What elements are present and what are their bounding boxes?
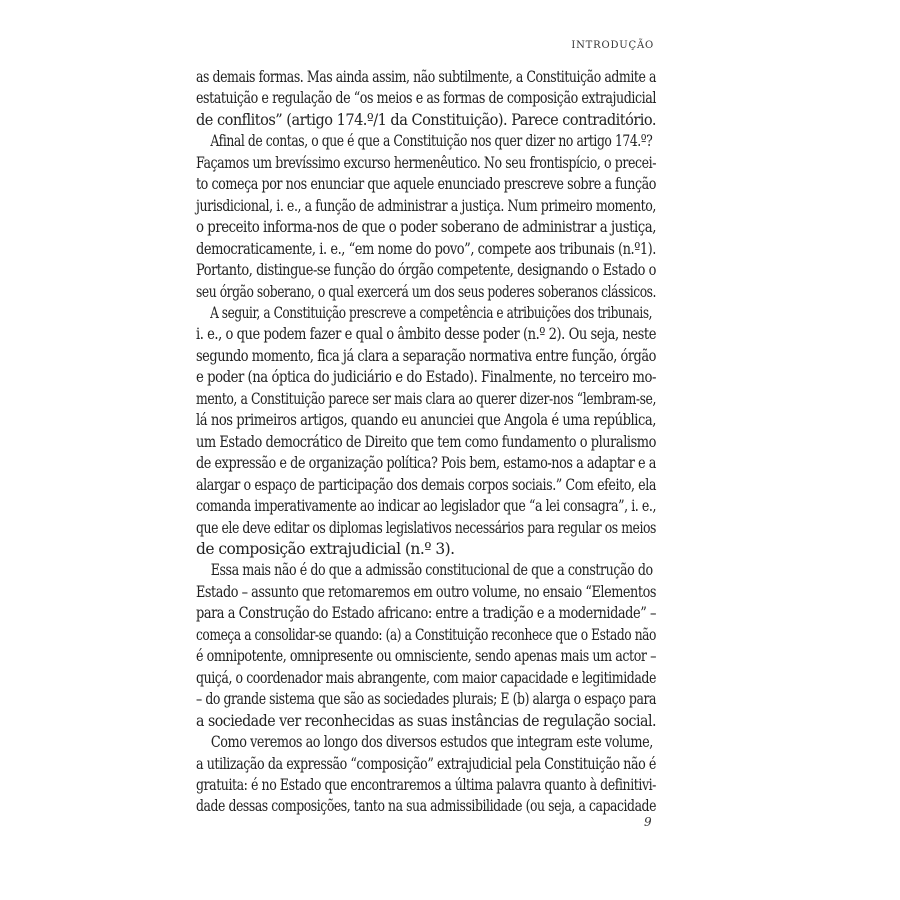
page-number: 9: [644, 815, 652, 829]
text-line: é omnipotente, omnipresente ou omnisciente, sendo apenas mais um actor –: [196, 647, 656, 666]
running-header: INTRODUÇÃO: [571, 40, 654, 51]
text-line: a sociedade ver reconhecidas as suas instâncias de regulação social.: [196, 711, 657, 730]
text-line: mento, a Constituição parece ser mais clara ao querer dizer-nos “lembram-se,: [196, 389, 656, 408]
text-line: um Estado democrático de Direito que tem como fundamento o pluralismo: [196, 432, 656, 451]
text-line: Essa mais não é do que a admissão constitucional de que a construção do: [210, 561, 653, 580]
text-line: começa a consolidar-se quando: (a) a Constituição reconhece que o Estado não: [196, 625, 657, 644]
text-line: de expressão e de organização política? Pois bem, estamo-nos a adaptar e a: [196, 454, 656, 473]
text-line: dade dessas composições, tanto na sua admissibilidade (ou seja, a capacidade: [196, 797, 657, 816]
text-line: quiçá, o coordenador mais abrangente, com maior capacidade e legitimidade: [196, 668, 657, 687]
text-line: A seguir, a Constituição prescreve a competência e atribuições dos tribunais,: [210, 303, 653, 322]
text-line: comanda imperativamente ao indicar ao legislador que “a lei consagra”, i. e.,: [196, 497, 657, 516]
text-line: de composição extrajudicial (n.º 3).: [196, 539, 455, 558]
text-line: alargar o espaço de participação dos demais corpos sociais.” Com efeito, ela: [196, 475, 656, 494]
text-line: para a Construção do Estado africano: entre a tradição e a modernidade” –: [196, 604, 657, 623]
text-line: – do grande sistema que são as sociedades plurais; E (b) alarga o espaço para: [196, 690, 656, 709]
text-line: a utilização da expressão “composição” extrajudicial pela Constituição não é: [196, 754, 656, 773]
text-line: segundo momento, fica já clara a separação normativa entre função, órgão: [196, 346, 656, 365]
text-line: Portanto, distingue-se função do órgão competente, designando o Estado o: [196, 261, 656, 280]
text-line: i. e., o que podem fazer e qual o âmbito desse poder (n.º 2). Ou seja, neste: [196, 325, 656, 344]
text-line: o preceito informa-nos de que o poder soberano de administrar a justiça,: [196, 218, 657, 237]
text-line: democraticamente, i. e., “em nome do povo”, compete aos tribunais (n.º1).: [196, 239, 656, 258]
text-line: seu órgão soberano, o qual exercerá um dos seus poderes soberanos clássicos.: [196, 282, 657, 301]
text-line: estatuição e regulação de “os meios e as formas de composição extrajudicial: [196, 89, 656, 108]
text-line: lá nos primeiros artigos, quando eu anunciei que Angola é uma república,: [196, 411, 657, 430]
text-line: jurisdicional, i. e., a função de administrar a justiça. Num primeiro momento,: [196, 196, 656, 215]
text-line: Estado – assunto que retomaremos em outro volume, no ensaio “Elementos: [196, 582, 656, 601]
text-line: que ele deve editar os diplomas legislativos necessários para regular os meios: [196, 518, 656, 537]
text-line: Façamos um brevíssimo excurso hermenêutico. No seu frontispício, o precei-: [196, 153, 657, 172]
text-line: to começa por nos enunciar que aquele enunciado prescreve sobre a função: [196, 175, 656, 194]
text-line: e poder (na óptica do judiciário e do Estado). Finalmente, no terceiro mo-: [196, 368, 657, 387]
body-text: [196, 67, 656, 818]
text-line: de conflitos” (artigo 174.º/1 da Constituição). Parece contraditório.: [196, 110, 656, 129]
text-line: gratuita: é no Estado que encontraremos a última palavra quanto à definitivi-: [196, 775, 656, 794]
text-line: Afinal de contas, o que é que a Constituição nos quer dizer no artigo 174.º?: [210, 132, 653, 151]
text-line: as demais formas. Mas ainda assim, não subtilmente, a Constituição admite a: [196, 68, 656, 86]
text-line: Como veremos ao longo dos diversos estudos que integram este volume,: [210, 733, 653, 752]
